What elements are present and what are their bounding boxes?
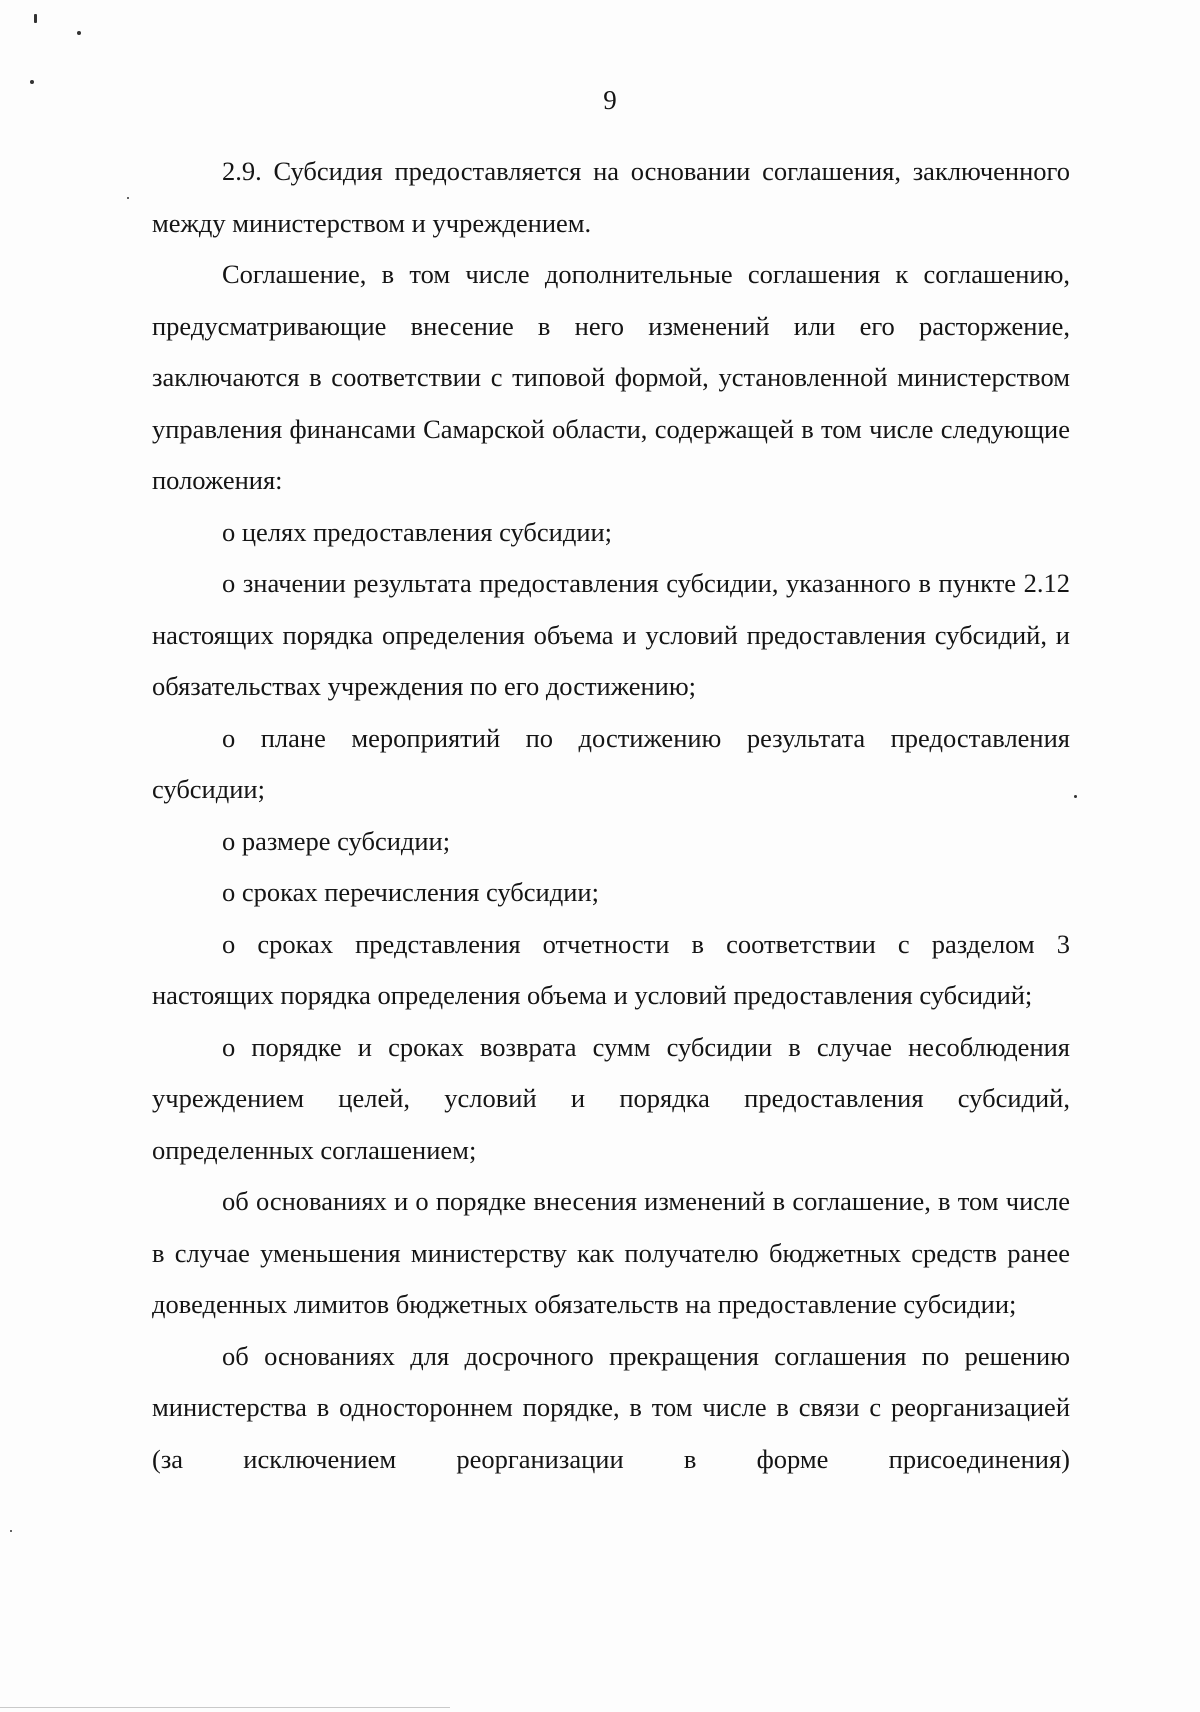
provision-refund: о порядке и сроках возврата сумм субсидии в случае несоблюдения учреждением целей, условий и порядка предоставления субсидий, определенных соглашением; xyxy=(152,1031,1070,1165)
scan-speck xyxy=(1074,795,1077,798)
provision-amount: о размере субсидии; xyxy=(222,825,451,856)
provision-result-value: о значении результата предоставления субсидии, указанного в пункте 2.12 настоящих порядка определения объема и условий предоставления субсидий, и обязательствах учреждения по его достижению; xyxy=(152,568,1070,701)
scan-speck xyxy=(34,14,37,23)
scan-speck xyxy=(77,31,81,35)
paragraph-agreement: Соглашение, в том числе дополнительные соглашения к соглашению, предусматривающие внесение в него изменений или его расторжение, заключаются в соответствии с типовой формой, установленной министерством управления финансами Самарской области, содержащей в том числе следующие положения: xyxy=(152,259,1070,495)
provision-reporting: о сроках представления отчетности в соответствии с разделом 3 настоящих порядка определения объема и условий предоставления субсидий; xyxy=(152,928,1070,1010)
scan-speck xyxy=(127,197,129,199)
provision-goals: о целях предоставления субсидии; xyxy=(222,516,613,547)
paragraph-2-9: 2.9. Субсидия предоставляется на основании соглашения, заключенного между министерством и учреждением. xyxy=(152,156,1070,238)
provision-transfer-terms: о сроках перечисления субсидии; xyxy=(222,877,599,907)
scan-edge-line xyxy=(0,1707,450,1708)
provision-early-termination: об основаниях для досрочного прекращения соглашения по решению министерства в одностороннем порядке, в том числе в связи с реорганизацией (за исключением реорганизации в форме присоединения) xyxy=(152,1340,1070,1474)
scan-speck xyxy=(10,1530,12,1532)
provision-action-plan: о плане мероприятий по достижению результата предоставления субсидии; xyxy=(152,722,1070,804)
document-body xyxy=(152,146,1070,1485)
provision-amendments: об основаниях и о порядке внесения изменений в соглашение, в том числе в случае уменьшения министерству как получателю бюджетных средств ранее доведенных лимитов бюджетных обязательств на предоставление субсидии; xyxy=(152,1186,1070,1319)
page-number: 9 xyxy=(603,85,617,115)
